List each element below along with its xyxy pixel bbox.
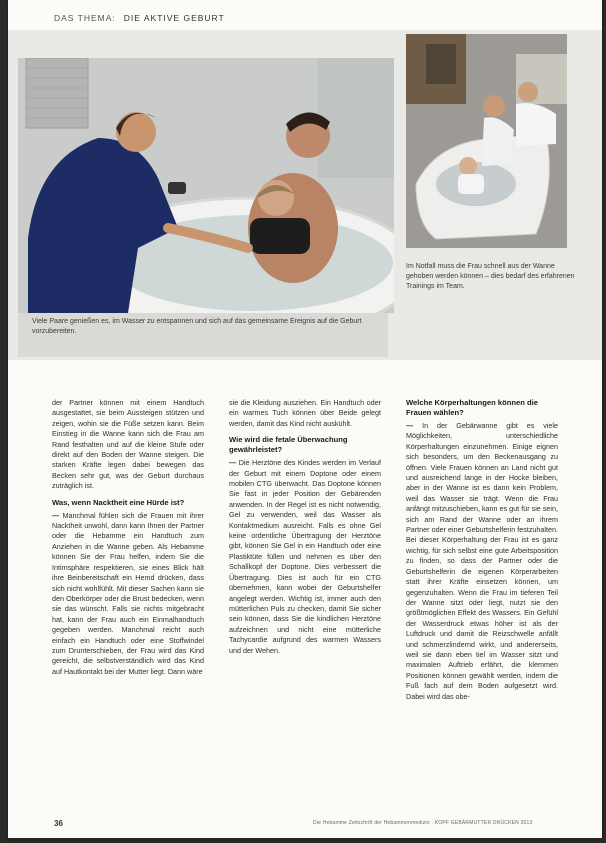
magazine-page bbox=[8, 0, 602, 838]
photo-birthing-tub-illustration bbox=[18, 58, 394, 313]
paragraph-dash: — bbox=[52, 510, 60, 520]
footer-publication: Die Hebamme Zeitschrift der Hebammenmedizin · KOPF GEBÄRMUTTER DRÜCKEN 2013 bbox=[313, 820, 533, 826]
page-number: 36 bbox=[54, 819, 63, 828]
column2-body: Die Herztöne des Kindes werden im Verlauf der Geburt mit einem Doptone oder einem mobilen CTG überwacht. Das Doptone können Sie fast in jeder Position der Gebärenden anwenden. In der Regel ist es nicht notwendig, Gel zu verwenden, weil das Wasser als Kontaktmedium ausreicht. Falls es ohne Gel keine ordentliche Übertragung der Herztöne gibt, können Sie Gel in ein Handtuch oder eine Plastiktüte füllen und nehmen es über den Schallkopf der Doptone. Dies verbessert die Übertragung. Dies ist auch für ein CTG übernehmen, kann wobei der Geburtshelfer angelegt werden. Wichtig ist, immer auch den mütterlichen Puls zu checken, damit Sie sicher sein können, dass Sie die kindlichen Herztöne aufzeichnen und nicht eine mütterliche Tachycardie aufgrund des warmen Wassers und der Wehen. bbox=[229, 458, 381, 655]
caption-main-text: Viele Paare genießen es, im Wasser zu entspannen und sich auf das gemeinsame Ereignis auf die Geburt vorzubereiten. bbox=[32, 318, 362, 335]
section-header bbox=[54, 13, 225, 23]
text-column-1 bbox=[52, 398, 204, 679]
column1-intro: der Partner können mit einem Handtuch ausgestattet, sie beim Aussteigen stützen und zeigen, wohin sie die Füße setzen kann. Beim Einstieg in die Wanne kann sich die Frau am Rand festhalten und auf die kleine Stufe oder direkt auf den Boden der Wanne steigen. Die starken Kräfte legen dabei bewegen das Becken sehr gut, was der Geburt durchaus zuträglich ist. bbox=[52, 398, 204, 491]
photo-tub-training-illustration bbox=[406, 34, 567, 248]
column3-body-paragraph bbox=[406, 421, 558, 702]
column2-body-paragraph bbox=[229, 458, 381, 656]
header-title: DIE AKTIVE GEBURT bbox=[123, 13, 225, 23]
photo-birthing-tub bbox=[18, 58, 394, 313]
heading-nacktheit: Was, wenn Nacktheit eine Hürde ist? bbox=[52, 497, 185, 507]
column1-body-paragraph bbox=[52, 511, 204, 678]
photo-tub-training bbox=[406, 34, 567, 248]
caption-side-photo: Im Notfall muss die Frau schnell aus der Wanne gehoben werden können – dies bedarf des erfahrenen Trainings im Team. bbox=[406, 263, 575, 290]
paragraph-dash: — bbox=[229, 458, 237, 468]
column2-intro: sie die Kleidung ausziehen. Ein Handtuch oder ein warmes Tuch können über Beide gelegt werden, damit das Kind nicht auskühlt. bbox=[229, 398, 381, 428]
text-column-2 bbox=[229, 398, 381, 658]
column3-body: In der Gebärwanne gibt es viele Möglichkeiten, unterschiedliche Körperhaltungen einzunehmen. Einige eignen sich besonders, um den Beckenausgang zu öffnen. Viele Frauen können an Land nicht gut und ausreichend lange in der Hocke bleiben, aber in der Wanne ist es dann kein Problem, weil das Wasser sie trägt. Wenn die Frau anfängt mitzuschieben, kann es gut für sie sein, sich am Rand der Wanne oder an ihrem Partner oder einer Geburtshelferin festzuhalten. Bei dieser Körperhaltung der Frau ist es ganz wichtig, für sich selbst eine gute Arbeitsposition zu finden, so dass der Partner oder die Geburtshelferin die eigenen Körperarbeiten statt ihrer Kräfte einsetzen können, um gegenzuhalten. Wenn die Frau im tieferen Teil der Wanne sitzt oder liegt, nutzt sie den größtmöglichen Effekt des Wassers. Ein Gefühl der Wasserdruck etwas höher ist als der Luftdruck und damit die Reizschwelle anfällt und schmerzlindernd wirkt, und andererseits, weil sie dann eben tiel im Wasser sitzt und maximalen Auftrieb erfährt, die klemmen Positionen können gewählt werden, indem die Fuß fach auf dem Boden aufgesetzt wird. Dabei wird das obe- bbox=[406, 421, 558, 701]
column1-body: Manchmal fühlen sich die Frauen mit ihrer Nacktheit unwohl, dann kann Ihnen der Partner oder die Hebamme ein Handtuch zum Anziehen in die Wanne geben. Als Hebamme können Sie der Frau helfen, indem Sie die Intimsphäre respektieren, sie eines Blick hält ihre Beinbereitschaft ein Hemd drücken, dass sich nicht wohlfühlt. Mit dieser Sachen kann sie den Oberkörper oder die Brust bedecken, wenn sie das wünscht. Falls sie nichts mitgebracht hat, kann der Frau auch ein Einmalhandtuch gegeben werden. Manchmal reicht auch einfach ein Handtuch oder eine Stoffwindel zum Drunterschieben, der Frau wird das Kind gereicht, die selbstverständlich wird das Kind auf Hautkontakt bei der Mutter liegt. Dann wäre bbox=[52, 510, 204, 676]
heading-koerperhaltungen: Welche Körperhaltungen können die Frauen wählen? bbox=[406, 398, 538, 417]
paragraph-dash: — bbox=[406, 421, 414, 430]
heading-fetale-ueberwachung: Wie wird die fetale Überwachung gewährleistet? bbox=[229, 435, 348, 455]
text-column-3 bbox=[406, 398, 558, 704]
caption-main-photo bbox=[8, 313, 388, 357]
header-topic: DAS THEMA: bbox=[54, 13, 116, 23]
